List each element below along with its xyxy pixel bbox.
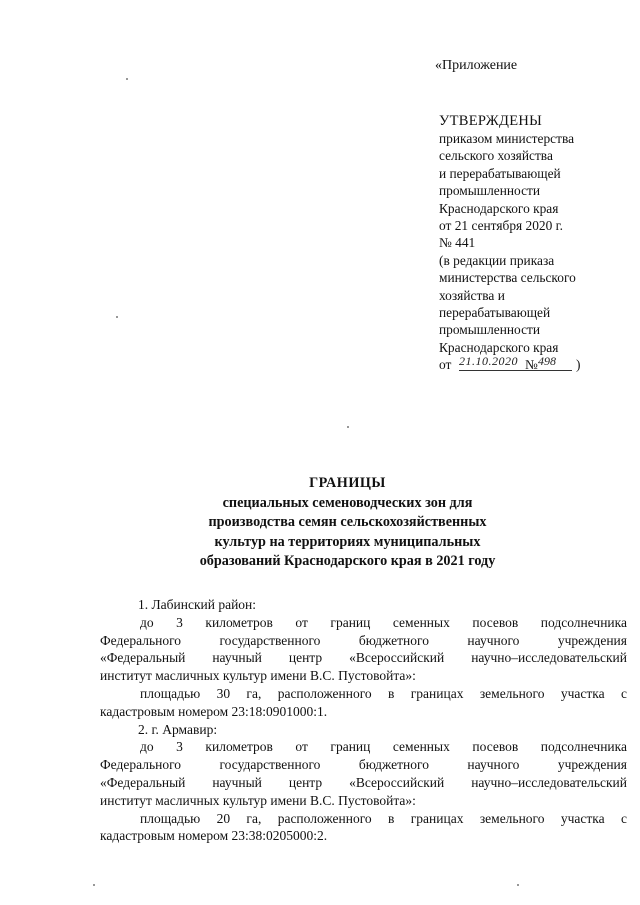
approval-line: приказом министерства	[439, 131, 575, 146]
date-underline	[459, 370, 533, 371]
title-line: образований Краснодарского края в 2021 году	[199, 553, 496, 569]
paragraph-line: Федерального государственного бюджетного научного учреждения	[100, 632, 627, 648]
approval-line: промышленности	[439, 183, 541, 199]
section-heading: 2. г. Армавир:	[138, 721, 218, 737]
paragraph-line: площадью 30 га, расположенного в границах земельного участка с	[140, 685, 627, 701]
paragraph-line: до 3 километров от границ семенных посевов подсолнечника	[140, 614, 627, 630]
approval-line: (в редакции приказа	[439, 252, 555, 268]
scan-speck	[116, 316, 118, 318]
paragraph-line: Федерального государственного бюджетного научного учреждения	[100, 757, 627, 773]
paragraph-line: до 3 километров от границ семенных посевов подсолнечника	[140, 739, 627, 755]
signature-line	[439, 354, 581, 373]
approval-line: перерабатывающей	[439, 305, 551, 321]
number-mark: №	[525, 357, 538, 373]
number-underline	[532, 370, 572, 371]
approval-heading: УТВЕРЖДЕНЫ	[439, 113, 543, 129]
approval-line: промышленности	[439, 322, 541, 338]
title-line: специальных семеноводческих зон для	[222, 494, 473, 511]
approval-line: № 441	[439, 235, 476, 251]
signature-prefix: от	[439, 357, 452, 373]
title-line: культур на территориях муниципальных	[214, 533, 481, 550]
scan-speck	[347, 426, 349, 428]
title-main: ГРАНИЦЫ	[309, 475, 386, 491]
paragraph-line: кадастровым номером 23:18:0901000:1.	[100, 703, 328, 719]
paragraph-line: площадью 20 га, расположенного в границах земельного участка с	[140, 810, 627, 826]
approval-line: министерства сельского	[439, 270, 576, 286]
approval-line: и перерабатывающей	[439, 165, 561, 181]
scan-speck	[517, 884, 519, 886]
approval-line: сельского хозяйства	[439, 148, 553, 164]
document-title	[175, 474, 520, 572]
paragraph-line: «Федеральный научный центр «Всероссийский научно–исследовательский	[100, 774, 627, 790]
paragraph-line: «Федеральный научный центр «Всероссийский научно–исследовательский	[100, 650, 627, 666]
title-line: производства семян сельскохозяйственных	[208, 514, 487, 530]
paragraph-line: институт масличных культур имени В.С. Пустовойта»:	[100, 792, 416, 808]
scan-speck	[126, 78, 128, 80]
scan-speck	[93, 884, 95, 886]
handwritten-number: 498	[538, 354, 556, 369]
approval-line: Краснодарского края	[439, 339, 559, 355]
closing-paren: )	[576, 357, 581, 373]
section-heading: 1. Лабинский район:	[138, 597, 257, 612]
handwritten-date: 21.10.2020	[459, 354, 518, 369]
paragraph-line: институт масличных культур имени В.С. Пустовойта»:	[100, 668, 416, 684]
appendix-label: «Приложение	[435, 58, 518, 73]
approval-line: от 21 сентября 2020 г.	[439, 218, 563, 234]
approval-line: Краснодарского края	[439, 200, 559, 216]
document-body	[100, 596, 627, 845]
approval-block	[439, 112, 581, 374]
paragraph-line: кадастровым номером 23:38:0205000:2.	[100, 828, 328, 844]
approval-line: хозяйства и	[439, 287, 505, 303]
